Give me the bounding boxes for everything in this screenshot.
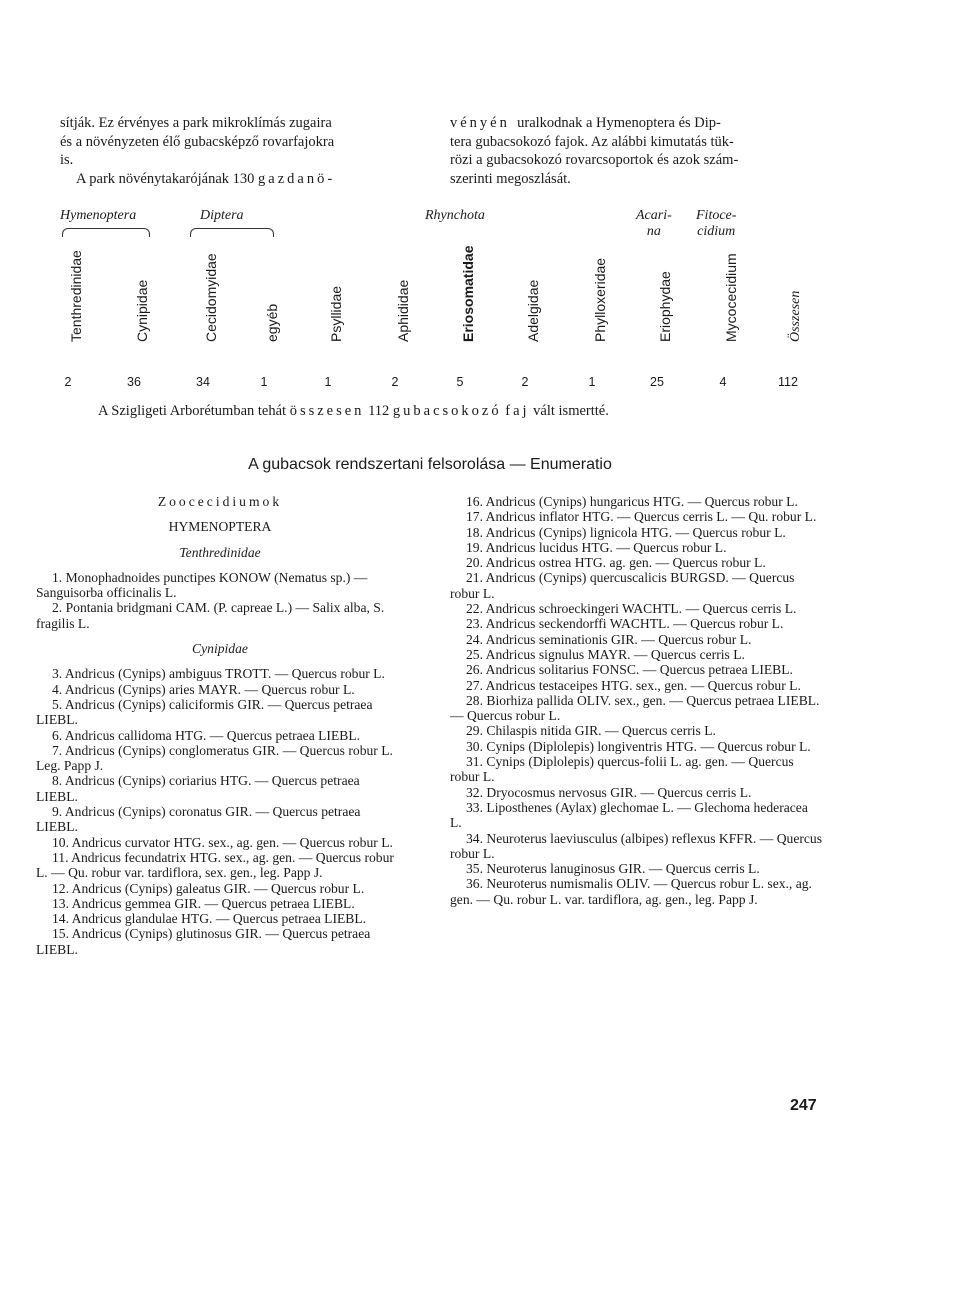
species-entry: 23. Andricus seckendorffi WACHTL. — Quercus robur L. — [466, 616, 784, 632]
page-number: 247 — [790, 1097, 817, 1114]
group-diptera: Diptera — [200, 208, 244, 223]
summary-spaced: faj — [505, 403, 530, 419]
count-psyllidae: 1 — [324, 375, 332, 389]
species-entry: 32. Dryocosmus nervosus GIR. — Quercus cerris L. — [466, 784, 752, 800]
count-cecidomyidae: 34 — [196, 375, 210, 389]
col-label-psyllidae — [318, 250, 344, 358]
species-entry: 26. Andricus solitarius FONSC. — Quercus petraea LIEBL. — [466, 662, 793, 678]
col-label-text: Összesen — [788, 290, 803, 342]
group-fitocecidium — [696, 208, 736, 240]
col-label-mycocecidium — [713, 250, 739, 358]
hymenoptera-brace — [62, 228, 150, 237]
col-label-text: Aphididae — [395, 279, 411, 342]
col-label-phylloxeridae — [582, 250, 608, 358]
species-entry: 22. Andricus schroeckingeri WACHTL. — Quercus cerris L. — [466, 601, 797, 617]
intro-right — [450, 114, 830, 188]
col-label-text: Tenthredinidae — [68, 250, 84, 342]
summary-line — [98, 402, 609, 421]
species-entry: 10. Andricus curvator HTG. sex., ag. gen. — Quercus robur L. — [52, 834, 393, 850]
species-entry: 29. Chilaspis nitida GIR. — Quercus cerris L. — [466, 723, 716, 739]
col-label-text: Adelgidae — [525, 279, 541, 342]
intro-left — [60, 114, 425, 188]
species-entry: 14. Andricus glandulae HTG. — Quercus petraea LIEBL. — [52, 911, 367, 927]
section-title: Zoocecidiumok — [157, 494, 283, 509]
count-osszesen: 112 — [778, 375, 798, 389]
species-entry: 15. Andricus (Cynips) glutinosus GIR. — Quercus petraea LIEBL. — [36, 926, 371, 957]
col-label-eriosomatidae — [450, 245, 476, 358]
col-label-text: egyéb — [264, 303, 280, 342]
species-entry: 17. Andricus inflator HTG. — Quercus cerris L. — Qu. robur L. — [466, 509, 817, 525]
col-label-cynipidae — [124, 250, 150, 358]
species-entry: 35. Neuroterus lanuginosus GIR. — Quercus cerris L. — [466, 861, 760, 877]
col-label-cecidomyidae — [193, 250, 219, 358]
group-acarina-line: na — [646, 224, 661, 239]
group-acarina-line: Acari- — [636, 208, 672, 223]
summary-spaced: összesen — [289, 403, 365, 419]
count-cynipidae: 36 — [127, 375, 141, 389]
intro-right-line — [450, 114, 830, 133]
species-entry: 24. Andricus seminationis GIR. — Quercus robur L. — [466, 631, 752, 647]
species-entry: 7. Andricus (Cynips) conglomeratus GIR. — Quercus robur L. Leg. Papp J. — [36, 742, 393, 774]
species-entry: 30. Cynips (Diplolepis) longiventris HTG. — Quercus robur L. — [466, 738, 811, 754]
col-label-text: Cecidomyidae — [203, 253, 219, 342]
species-entry: 8. Andricus (Cynips) coriarius HTG. — Quercus petraea LIEBL. — [36, 773, 360, 804]
count-mycocecidium: 4 — [719, 375, 727, 389]
count-aphididae: 2 — [391, 375, 399, 389]
summary-suffix: vált ismertté. — [533, 403, 609, 419]
species-entry: 6. Andricus callidoma HTG. — Quercus petraea LIEBL. — [52, 727, 361, 743]
species-entry: 27. Andricus testaceipes HTG. sex., gen. — Quercus robur L. — [466, 677, 801, 693]
col-label-tenthredinidae — [58, 250, 84, 358]
section-heading: A gubacsok rendszertani felsorolása — Enumeratio — [248, 456, 612, 473]
group-fitocecidium-line: Fitoce- — [696, 208, 737, 223]
group-rhynchota: Rhynchota — [425, 208, 485, 223]
count-eriophydae: 25 — [650, 375, 664, 389]
col-label-text: Cynipidae — [134, 279, 150, 342]
count-eriosomatidae: 5 — [456, 375, 464, 389]
group-acarina — [636, 208, 672, 240]
intro-right-line: tera gubacsokozó fajok. Az alábbi kimutatás tük- — [450, 133, 734, 150]
intro-left-spaced: gazdanö- — [258, 170, 336, 187]
entries-tenthredinidae — [36, 570, 404, 631]
col-label-text: Mycocecidium — [723, 253, 739, 342]
col-label-egyeb — [254, 250, 280, 358]
left-column — [36, 494, 404, 957]
count-phylloxeridae: 1 — [588, 375, 596, 389]
species-entry: 11. Andricus fecundatrix HTG. sex., ag. gen. — Quercus robur L. — Qu. robur var. tardiflora, sex. gen., leg. Papp J. — [36, 849, 394, 881]
col-label-osszesen — [778, 250, 803, 358]
intro-right-line: szerinti megoszlását. — [450, 170, 571, 187]
species-entry: 4. Andricus (Cynips) aries MAYR. — Quercus robur L. — [52, 681, 355, 697]
entries-cynipidae — [36, 666, 404, 957]
species-entry: 28. Biorhiza pallida OLIV. sex., gen. — Quercus petraea LIEBL. — Quercus robur L. — [450, 692, 820, 724]
col-label-text: Phylloxeridae — [592, 257, 608, 342]
right-column — [450, 494, 822, 907]
summary-prefix: A Szigligeti Arborétumban tehát — [98, 403, 287, 419]
count-egyeb: 1 — [260, 375, 268, 389]
summary-number: 112 — [368, 403, 390, 419]
species-entry: 2. Pontania bridgmani CAM. (P. capreae L.) — Salix alba, S. fragilis L. — [36, 600, 385, 631]
group-fitocecidium-line: cidium — [697, 224, 736, 239]
intro-left-prefix: A park növénytakarójának 130 — [76, 170, 255, 187]
col-label-text: Eriophydae — [657, 271, 673, 342]
species-entry: 3. Andricus (Cynips) ambiguus TROTT. — Quercus robur L. — [52, 666, 385, 682]
col-label-text: Eriosomatidae — [460, 245, 476, 342]
species-entry: 13. Andricus gemmea GIR. — Quercus petraea LIEBL. — [52, 895, 355, 911]
species-entry: 19. Andricus lucidus HTG. — Quercus robur L. — [466, 539, 727, 555]
diptera-brace — [190, 228, 274, 237]
species-entry: 9. Andricus (Cynips) coronatus GIR. — Quercus petraea LIEBL. — [36, 804, 361, 835]
species-entry: 12. Andricus (Cynips) galeatus GIR. — Quercus robur L. — [52, 880, 365, 896]
family-title: Tenthredinidae — [179, 544, 261, 560]
intro-left-line: is. — [60, 152, 74, 168]
species-entry: 1. Monophadnoides punctipes KONOW (Nematus sp.) — Sanguisorba officinalis L. — [36, 569, 368, 601]
species-entry: 36. Neuroterus numismalis OLIV. — Quercus robur L. sex., ag. gen. — Qu. robur L. var. tardiflora, ag. gen., leg. Papp J. — [450, 876, 812, 907]
group-hymenoptera: Hymenoptera — [60, 208, 137, 223]
col-label-text: Psyllidae — [328, 285, 344, 342]
intro-right-spaced: vényén — [450, 115, 510, 131]
species-entry: 16. Andricus (Cynips) hungaricus HTG. — Quercus robur L. — [466, 494, 798, 509]
species-entry: 34. Neuroterus laeviusculus (albipes) reflexus KFFR. — Quercus robur L. — [450, 830, 823, 861]
species-entry: 31. Cynips (Diplolepis) quercus-folii L. ag. gen. — Quercus robur L. — [450, 754, 794, 785]
summary-spaced: gubacsokozó — [392, 403, 502, 419]
species-entry: 18. Andricus (Cynips) lignicola HTG. — Quercus robur L. — [466, 524, 786, 540]
species-entry: 21. Andricus (Cynips) quercuscalicis BURGSD. — Quercus robur L. — [450, 570, 795, 601]
species-entry: 25. Andricus signulus MAYR. — Quercus cerris L. — [466, 646, 745, 662]
intro-right-rest: uralkodnak a Hymenoptera és Dip- — [517, 115, 721, 131]
count-adelgidae: 2 — [521, 375, 529, 389]
intro-left-line: sítják. Ez érvényes a park mikroklímás zugaira — [60, 115, 332, 131]
species-entry: 5. Andricus (Cynips) caliciformis GIR. — Quercus petraea LIEBL. — [36, 696, 373, 728]
intro-right-line: rözi a gubacsokozó rovarcsoportok és azok szám- — [450, 152, 739, 168]
entries-cynipidae-cont — [450, 494, 822, 907]
family-title: Cynipidae — [192, 641, 248, 657]
species-entry: 33. Liposthenes (Aylax) glechomae L. — Glechoma hederacea L. — [450, 799, 808, 831]
order-title: HYMENOPTERA — [168, 519, 272, 535]
col-label-aphididae — [385, 250, 411, 358]
species-entry: 20. Andricus ostrea HTG. ag. gen. — Quercus robur L. — [466, 555, 766, 571]
col-label-adelgidae — [515, 250, 541, 358]
count-tenthredinidae: 2 — [64, 375, 72, 389]
intro-left-line: és a növényzeten élő gubacsképző rovarfajokra — [60, 133, 335, 150]
intro-left-line — [60, 170, 425, 189]
col-label-eriophydae — [647, 250, 673, 358]
